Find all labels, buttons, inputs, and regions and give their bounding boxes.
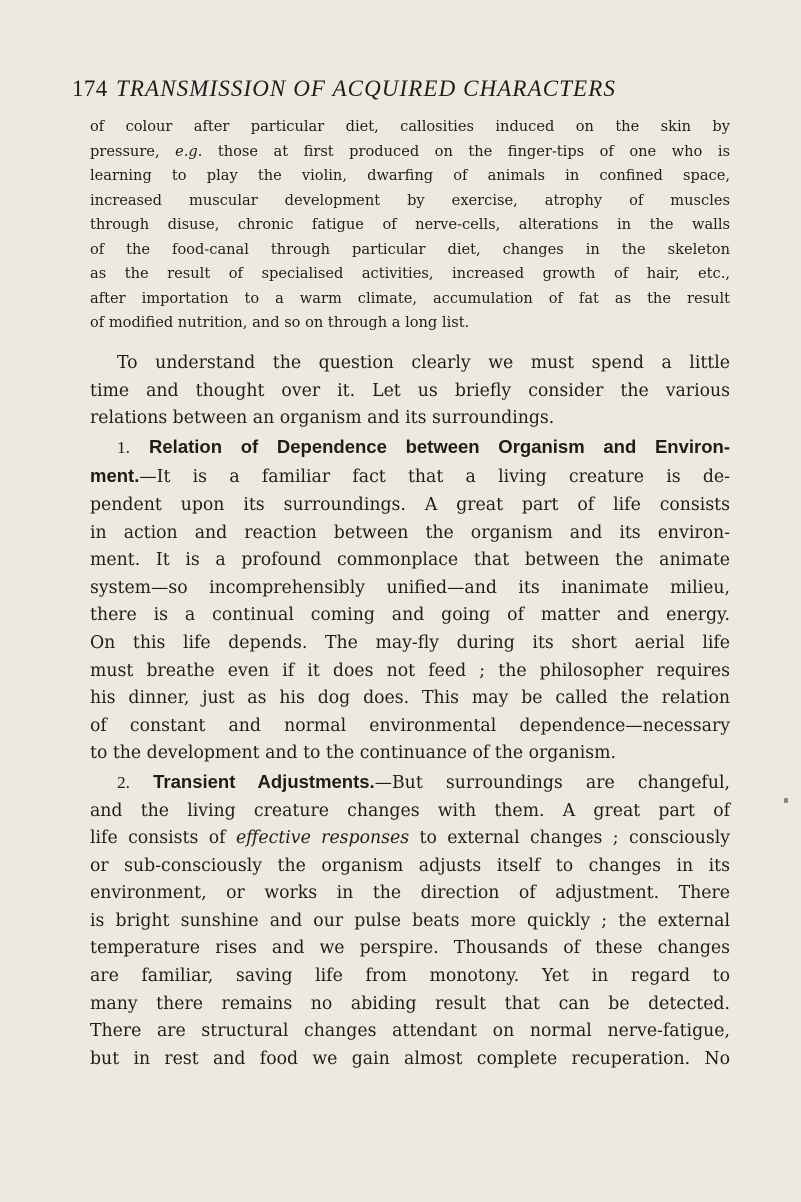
text-line: after importation to a warm climate, accumulation of fat as the result: [90, 289, 730, 307]
paper-speck: [784, 798, 788, 803]
text-line: time and thought over it. Let us briefly consider the various: [90, 380, 730, 401]
text-line: but in rest and food we gain almost complete recuperation. No: [90, 1048, 730, 1069]
text-line: environment, or works in the direction of adjustment. There: [90, 883, 730, 904]
running-title: TRANSMISSION OF ACQUIRED CHARACTERS: [116, 76, 616, 101]
text-line: To understand the question clearly we must spend a little: [117, 353, 730, 373]
section-heading: Relation of Dependence between Organism and Environ-: [149, 435, 730, 457]
text-line: there is a continual coming and going of matter and energy.: [90, 605, 730, 626]
text-line: is bright sunshine and our pulse beats more quickly ; the external: [90, 910, 730, 931]
text-line: through disuse, chronic fatigue of nerve-cells, alterations in the walls: [90, 216, 730, 233]
text-line: [90, 825, 730, 853]
section-heading: Transient Adjustments.: [153, 770, 375, 792]
text-line: or sub-consciously the organism adjusts itself to changes in its: [90, 855, 730, 876]
text-line: ment. It is a profound commonplace that between the animate: [90, 550, 730, 571]
text-line: relations between an organism and its surroundings.: [90, 408, 555, 429]
body-text: [90, 350, 730, 1073]
text-line: his dinner, just as his dog does. This may be called the relation: [90, 688, 730, 709]
text-line: of colour after particular diet, callosities induced on the skin by: [90, 118, 730, 135]
text-line: as the result of specialised activities, increased growth of hair, etc.,: [90, 265, 730, 282]
text-line: must breathe even if it does not feed ; the philosopher requires: [90, 660, 730, 681]
section-heading-line: [90, 768, 730, 798]
text-line: of constant and normal environmental dependence—necessary: [90, 715, 730, 736]
text-line: in action and reaction between the organism and its environ-: [90, 522, 730, 543]
section-number: 2.: [117, 772, 130, 792]
text-line: temperature rises and we perspire. Thousands of these changes: [90, 938, 730, 959]
running-head: [72, 72, 732, 106]
section-heading-continued: ment.: [90, 465, 140, 487]
text-line: On this life depends. The may-fly during its short aerial life: [90, 632, 730, 653]
text-line: of the food-canal through particular diet, changes in the skeleton: [90, 240, 730, 258]
text-line: increased muscular development by exercise, atrophy of muscles: [90, 191, 730, 209]
text-run: —But surroundings are changeful,: [374, 772, 730, 793]
text-run: —It is a familiar fact that a living creature is de-: [139, 467, 730, 488]
text-line: and the living creature changes with them. A great part of: [90, 800, 730, 821]
text-line: many there remains no abiding result that can be detected.: [90, 993, 730, 1014]
small-print-paragraph: [90, 115, 730, 336]
text-line: pendent upon its surroundings. A great part of life consists: [90, 494, 730, 515]
text-line: There are structural changes attendant on normal nerve-fatigue,: [90, 1021, 730, 1042]
page-number: 174: [72, 76, 108, 101]
text-line: [90, 462, 730, 492]
text-line: are familiar, saving life from monotony. Yet in regard to: [90, 966, 730, 987]
section-heading-line: [90, 433, 730, 463]
text-run: to external changes ; consciously: [409, 828, 730, 849]
text-line: system—so incomprehensibly unified—and its inanimate milieu,: [90, 577, 730, 598]
text-line: to the development and to the continuance of the organism.: [90, 743, 617, 764]
text-line: of modified nutrition, and so on through a long list.: [90, 314, 470, 331]
text-line: pressure, e.g. those at first produced on the finger-tips of one who is: [90, 142, 730, 160]
emphasis: effective responses: [235, 828, 410, 849]
text-line: learning to play the violin, dwarfing of animals in confined space,: [90, 167, 730, 184]
section-number: 1.: [117, 437, 130, 457]
text-run: life consists of: [90, 828, 236, 849]
